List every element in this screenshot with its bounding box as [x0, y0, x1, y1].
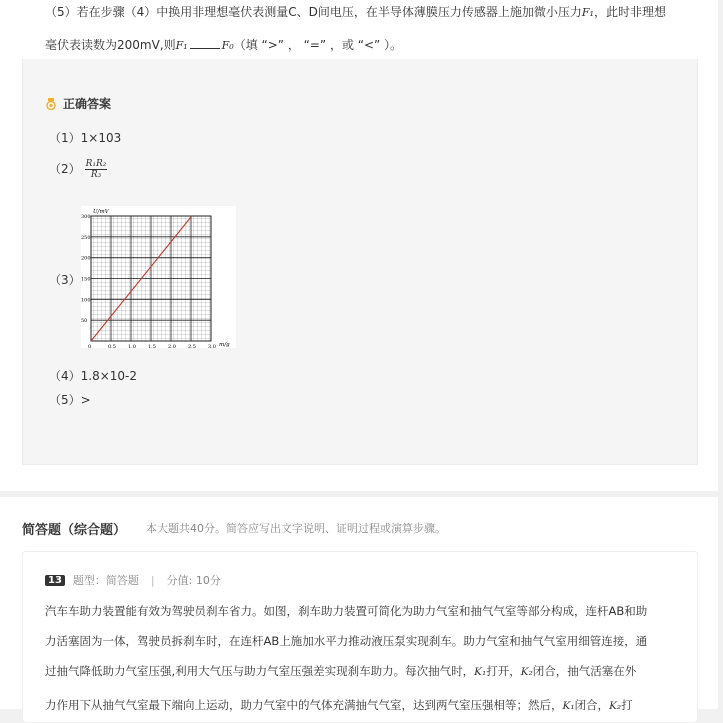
question5-line1 [45, 3, 666, 20]
question-score: 分值: 10分 [166, 574, 221, 587]
graph-x-tick: 1.5 [148, 344, 156, 348]
fraction-denominator: R₃ [90, 170, 102, 180]
question-text: 毫伏表读数为200mV,则 [45, 38, 176, 52]
correct-answer-panel [22, 59, 698, 465]
answer-item-2 [49, 159, 107, 180]
symbol-f0: F₀ [221, 39, 234, 52]
answer-blank [190, 36, 220, 49]
answer-item-label: （2） [49, 162, 81, 176]
question-text-line-1: 汽车车助力装置能有效为驾驶员刹车省力。如图，刹车助力装置可简化为助力气室和抽气气室等部分构成，连杆AB和助 [45, 604, 648, 618]
question-13-card [22, 551, 698, 723]
section-description: 本大题共40分。简答应写出文字说明、证明过程或演算步骤。 [146, 522, 446, 535]
graph-y-tick: 250 [81, 234, 91, 241]
symbol-k2: K₂ [520, 666, 533, 678]
question-text: 力作用下从抽气气室最下端向上运动，助力气室中的气体充满抽气气室，达到两气室压强相等；然后， [45, 698, 563, 712]
question-text: （填 “>” ， “=” ，或 “<” ）。 [233, 38, 403, 52]
answer-title [45, 95, 111, 112]
question-text: 打开， [486, 664, 521, 678]
graph-x-label: m/g [219, 342, 230, 348]
graph-x-ticks [88, 344, 216, 348]
question-text-line-3 [45, 663, 685, 679]
question-text: 打 [621, 698, 633, 712]
answer-item-4: （4）1.8×10-2 [49, 369, 138, 383]
symbol-f1: F₁ [175, 39, 188, 52]
question-text: 过抽气降低助力气室压强,利用大气压与助力气室压强差实现刹车助力。每次抽气时， [45, 664, 475, 678]
short-answer-section [0, 497, 718, 712]
question-text-line-2: 力活塞固为一体，驾驶员拆刹车时，在连杆AB上施加水平力推动液压泵实现刹车。助力气室和抽气气室用细管连接，通 [45, 634, 648, 648]
answer-item-1: （1）1×103 [49, 131, 122, 145]
answer-item-5: （5）> [49, 393, 91, 407]
question-number-badge: 13 [45, 575, 65, 586]
answer-graph-image [81, 206, 236, 348]
section-title: 简答题（综合题） [22, 523, 127, 538]
graph-svg [81, 206, 236, 348]
graph-y-ticks [81, 214, 91, 324]
question-meta [45, 572, 221, 588]
question-text: （5）若在步骤（4）中换用非理想毫伏表测量C、D间电压，在半导体薄膜压力传感器上施加微小压力 [45, 5, 582, 19]
answer-title-text: 正确答案 [63, 97, 112, 111]
meta-separator: | [150, 573, 155, 587]
fraction [85, 159, 108, 180]
question-type: 题型：简答题 [72, 574, 139, 587]
symbol-k1: K₁ [562, 700, 575, 712]
graph-x-tick: 2.0 [168, 344, 176, 348]
question-text: 闭合，抽气活塞在外 [532, 664, 637, 678]
graph-x-tick: 1.0 [128, 344, 136, 348]
graph-y-label: U/mV [93, 209, 109, 215]
graph-x-tick: 2.5 [188, 344, 196, 348]
graph-x-tick: 0 [88, 344, 92, 348]
medal-icon [45, 98, 57, 110]
graph-y-tick: 50 [81, 318, 88, 325]
graph-y-tick: 100 [81, 297, 91, 304]
graph-x-tick: 0.5 [108, 344, 116, 348]
graph-y-tick: 150 [81, 276, 91, 283]
question-text: ，此时非理想 [593, 5, 666, 19]
graph-y-tick: 200 [81, 255, 91, 262]
question-text-line-4 [45, 697, 685, 713]
graph-y-tick: 300 [81, 214, 91, 220]
symbol-k2: K₂ [609, 700, 622, 712]
answer-item-3: （3） [49, 273, 81, 287]
graph-x-tick: 3.0 [208, 344, 216, 348]
fraction-numerator: R₁R₂ [85, 159, 107, 169]
question5-line2 [45, 36, 402, 53]
symbol-f1: F₁ [581, 6, 594, 19]
symbol-k1: K₁ [474, 666, 487, 678]
question-text: 闭合， [574, 698, 610, 712]
